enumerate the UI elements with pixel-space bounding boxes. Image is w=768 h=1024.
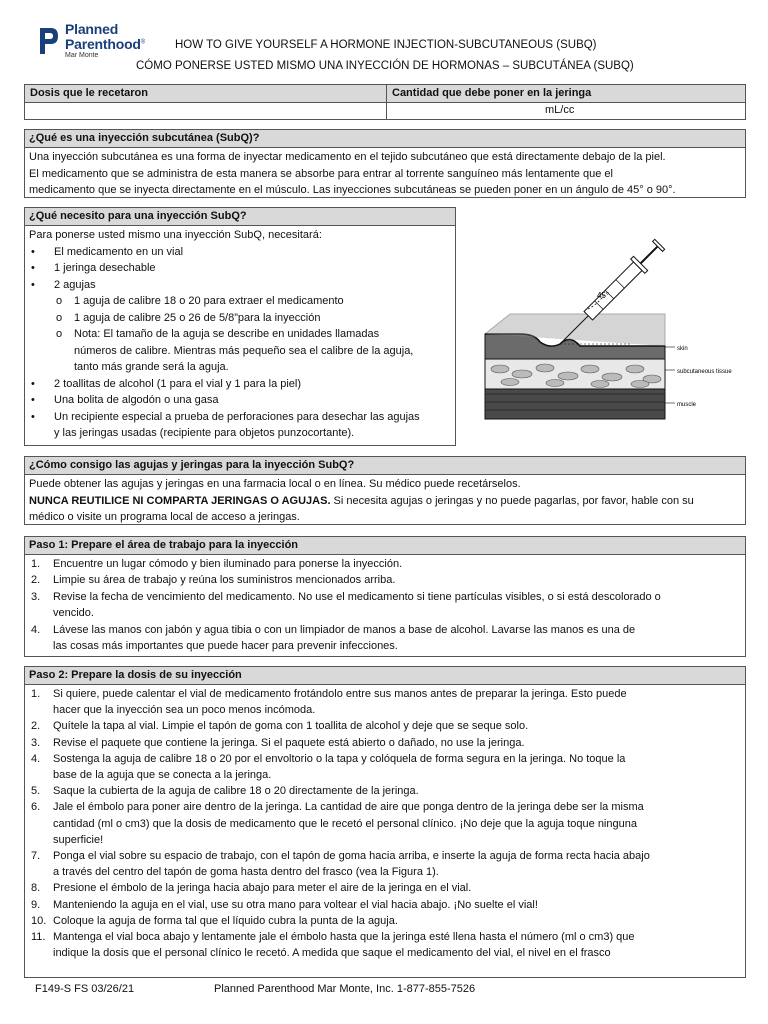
step2-number: 3. (31, 736, 41, 749)
step2-line: base de la aguja que se conecta a la jeringa. (53, 769, 272, 782)
step1-line: Lávese las manos con jabón y agua tibia o con un limpiador de manos a base de alcohol. Lavarse las manos es una de (53, 623, 636, 636)
step2-line: Mantenga el vial boca abajo y lentamente jale el émbolo hasta que la jeringa esté llena hasta el número (ml o cm3) que (53, 931, 635, 944)
step1-item (29, 622, 741, 655)
step1-line: vencido. (53, 607, 94, 620)
step2-line: indique la dosis que el personal clínico le recetó. A medida que saque el medicamento del vial, el nivel en el frasco (53, 947, 611, 960)
get-line-rest: Si necesita agujas o jeringas y no puede pagarlas, por favor, hable con su (330, 494, 694, 507)
step2-number: 6. (31, 801, 41, 814)
step2-line: Sostenga la aguja de calibre 18 o 20 por el envoltorio o la tapa y colóquela de forma segura en la jeringa. No toque la (53, 752, 626, 765)
need-note-cont: tanto más grande será la aguja. (74, 361, 229, 373)
dose-col2-header: Cantidad que debe poner en la jeringa (392, 87, 592, 99)
step1-number: 4. (31, 623, 41, 636)
dose-col1-header: Dosis que le recetaron (30, 87, 148, 99)
step2-section (24, 666, 746, 978)
step2-number: 5. (31, 785, 41, 798)
step2-item (29, 880, 741, 896)
step1-line: Encuentre un lugar cómodo y bien iluminado para ponerse la inyección. (53, 558, 403, 570)
step2-number: 10. (31, 914, 47, 927)
step1-line: Revise la fecha de vencimiento del medicamento. No use el medicamento si tiene partículas visibles, o si está descolorado o (53, 590, 661, 603)
label-subcutaneous: subcutaneous tissue (677, 369, 732, 375)
step2-item (29, 751, 741, 783)
step2-item (29, 735, 741, 751)
get-line: Puede obtener las agujas y jeringas en una farmacia local o en línea. Su médico puede recetárselos. (29, 478, 521, 490)
need-section (24, 207, 456, 446)
step2-line: Presione el émbolo de la jeringa hacia abajo para meter el aire de la jeringa en el vial. (53, 882, 472, 895)
what-is-line: El medicamento que se administra de esta manera se absorbe para entrar al torrente sanguíneo más lentamente que el (29, 167, 613, 180)
need-item: • 1 jeringa desechable (29, 260, 451, 277)
dose-prescribed-field[interactable] (30, 104, 380, 119)
skin-layers-illustration (480, 234, 750, 434)
step2-line: Jale el émbolo para poner aire dentro de la jeringa. La cantidad de aire que ponga dentro de la jeringa debe ser la misma (53, 801, 644, 814)
need-intro: Para ponerse usted mismo una inyección SubQ, necesitará: (29, 229, 322, 241)
form-code: F149-S FS 03/26/21 (35, 983, 135, 995)
step1-item (29, 556, 741, 572)
dose-unit-label: mL/cc (545, 104, 575, 116)
step2-item (29, 799, 741, 848)
label-muscle: muscle (677, 402, 697, 408)
title-spanish: CÓMO PONERSE USTED MISMO UNA INYECCIÓN DE HORMONAS – SUBCUTÁNEA (SUBQ) (136, 60, 634, 72)
logo-line2: Parenthood (65, 36, 141, 52)
step2-item (29, 848, 741, 880)
step2-number: 4. (31, 752, 41, 765)
title-english: HOW TO GIVE YOURSELF A HORMONE INJECTION-SUBCUTANEOUS (SUBQ) (175, 39, 597, 51)
step2-line: Manteniendo la aguja en el vial, use su otra mano para voltear el vial hacia abajo. ¡No suelte el vial! (53, 898, 538, 911)
step2-line: a través del centro del tapón de goma hasta dentro del frasco (vea la Figura 1). (53, 866, 439, 879)
need-note-cont: números de calibre. Mientras más pequeño sea el calibre de la aguja, (74, 344, 414, 357)
need-item: • 2 toallitas de alcohol (1 para el vial y 1 para la piel) (29, 376, 451, 393)
step2-heading: Paso 2: Prepare la dosis de su inyección (25, 667, 745, 685)
step1-number: 2. (31, 574, 41, 587)
step2-line: Saque la cubierta de la aguja de calibre 18 o 20 directamente de la jeringa. (53, 785, 419, 798)
step2-number: 2. (31, 720, 41, 733)
step1-line: las cosas más importantes que puede hacer para prevenir infecciones. (53, 640, 398, 653)
step1-number: 1. (31, 558, 41, 570)
what-is-line: Una inyección subcutánea es una forma de inyectar medicamento en el tejido subcutáneo que está directamente debajo de la piel. (29, 151, 666, 163)
step2-number: 7. (31, 850, 41, 863)
step1-heading: Paso 1: Prepare el área de trabajo para la inyección (25, 537, 745, 555)
what-is-section (24, 129, 746, 198)
logo-line1: Planned (65, 21, 119, 37)
logo-reg: ® (140, 39, 146, 46)
step2-item (29, 686, 741, 718)
step1-item (29, 572, 741, 588)
step2-item (29, 913, 741, 929)
step2-line: hacer que la inyección sea un poco menos incómoda. (53, 704, 316, 717)
step2-line: cantidad (ml o cm3) que la dosis de medicamento que le recetó el personal clínico. ¡No deje que la aguja toque ninguna (53, 817, 637, 830)
need-item: • Un recipiente especial a prueba de perforaciones para desechar las agujas (29, 409, 451, 426)
need-sub-item: o 1 aguja de calibre 18 o 20 para extraer el medicamento (29, 293, 451, 310)
step1-section (24, 536, 746, 657)
step2-line: Si quiere, puede calentar el vial de medicamento frotándolo entre sus manos antes de preparar la jeringa. Esto puede (53, 688, 627, 700)
need-item: • El medicamento en un vial (29, 244, 451, 261)
get-line: médico o visite un programa local de acceso a jeringas. (29, 511, 300, 523)
planned-parenthood-logo (37, 22, 157, 62)
step1-number: 3. (31, 590, 41, 603)
what-is-heading: ¿Qué es una inyección subcutánea (SubQ)? (25, 130, 745, 148)
dose-table (24, 84, 746, 120)
step2-item (29, 783, 741, 799)
step2-line: Revise el paquete que contiene la jeringa. Si el paquete está abierto o dañado, no use la jeringa. (53, 736, 525, 749)
step2-number: 9. (31, 898, 41, 911)
what-is-line: medicamento que se inyecta directamente en el músculo. Las inyecciones subcutáneas se pueden poner en un ángulo de 45° o 90°. (29, 184, 676, 196)
get-line-warning (29, 493, 741, 510)
step2-line: Quítele la tapa al vial. Limpie el tapón de goma con 1 toallita de alcohol y deje que se seque solo. (53, 720, 529, 733)
step2-list (29, 686, 741, 961)
footer-org: Planned Parenthood Mar Monte, Inc. 1-877-855-7526 (214, 983, 476, 995)
pp-logo-icon (37, 24, 61, 58)
get-needles-section (24, 456, 746, 525)
need-item: • Una bolita de algodón o una gasa (29, 392, 451, 409)
step1-item (29, 589, 741, 622)
step2-item (29, 897, 741, 913)
get-heading: ¿Cómo consigo las agujas y jeringas para la inyección SubQ? (25, 457, 745, 475)
injection-diagram (480, 234, 750, 434)
label-skin: skin (677, 346, 688, 352)
need-heading: ¿Qué necesito para una inyección SubQ? (25, 208, 455, 226)
need-sub-item: o Nota: El tamaño de la aguja se describe en unidades llamadas (29, 326, 451, 343)
step2-line: superficie! (53, 833, 104, 846)
step2-item (29, 718, 741, 734)
step1-list (29, 556, 741, 654)
warning-bold: NUNCA REUTILICE NI COMPARTA JERINGAS O AGUJAS. (29, 494, 331, 507)
logo-line3: Mar Monte (65, 52, 99, 59)
step2-number: 11. (31, 931, 46, 944)
need-sub-item: o 1 aguja de calibre 25 o 26 de 5/8”para la inyección (29, 310, 451, 327)
step2-item (29, 929, 741, 961)
step2-line: Ponga el vial sobre su espacio de trabajo, con el tapón de goma hacia arriba, e inserte la aguja de forma recta hacia abajo (53, 850, 650, 863)
need-item: • 2 agujas (29, 277, 451, 294)
step2-number: 8. (31, 882, 41, 895)
step2-number: 1. (31, 688, 41, 700)
need-item-cont: y las jeringas usadas (recipiente para objetos punzocortante). (54, 427, 355, 439)
angle-label: 45° (597, 291, 610, 300)
step2-line: Coloque la aguja de forma tal que el líquido cubra la punta de la aguja. (53, 914, 398, 927)
step1-line: Limpie su área de trabajo y reúna los suministros mencionados arriba. (53, 574, 396, 587)
